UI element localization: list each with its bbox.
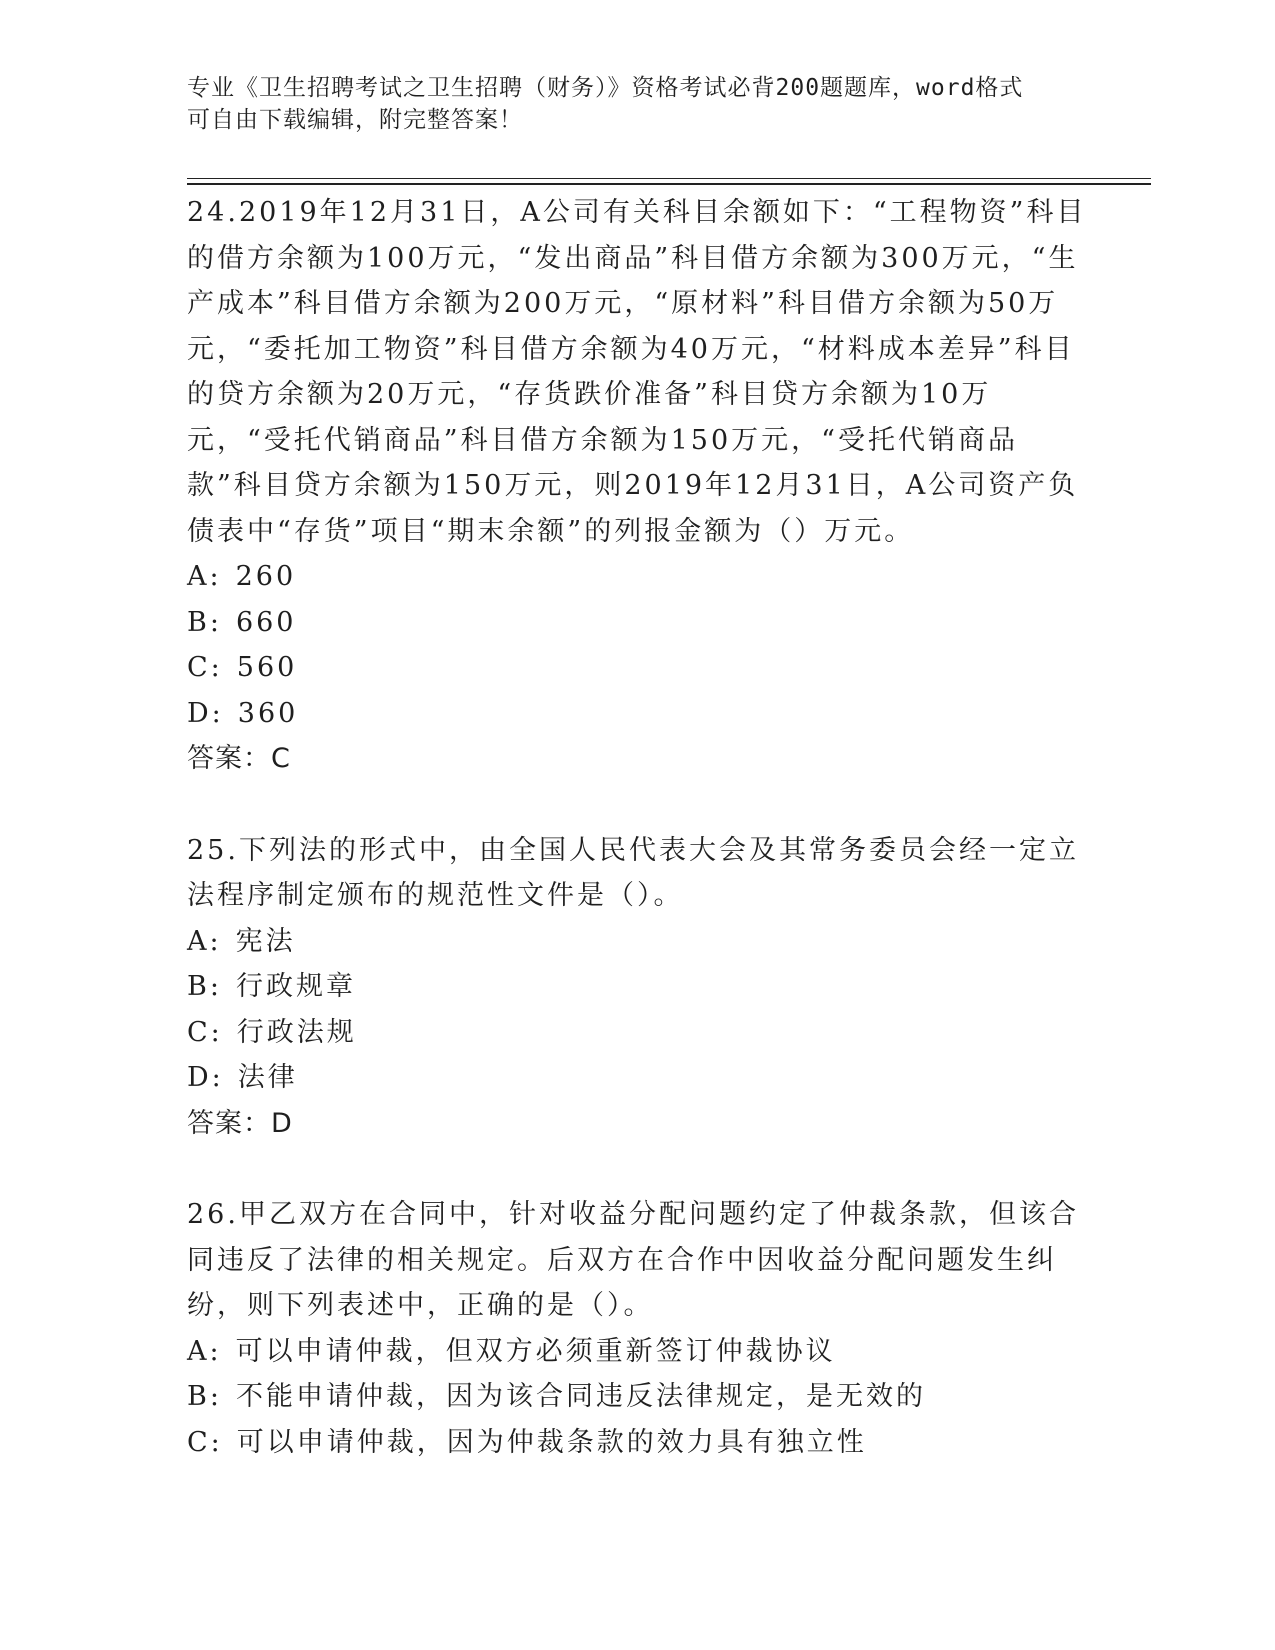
option-a <box>187 1329 1087 1375</box>
option-key: D <box>187 697 212 729</box>
question-text: 2019年12月31日，A公司有关科目余额如下：“工程物资”科目的借方余额为100万元，“发出商品”科目借方余额为300万元，“生产成本”科目借方余额为200万元，“原材料”科目借方余额为50万元，“委托加工物资”科目借方余额为40万元，“材料成本差异”科目的贷方余额为20万元，“存货跌价准备”科目贷方余额为10万元，“受托代销商品”科目借方余额为150万元，“受托代销商品款”科目贷方余额为150万元，则2019年12月31日，A公司资产负债表中“存货”项目“期末余额”的列报金额为（）万元。 <box>187 197 1087 547</box>
option-d <box>187 1055 1087 1101</box>
question-stem <box>187 1192 1087 1329</box>
option-key: B <box>187 606 210 638</box>
question-text: 下列法的形式中，由全国人民代表大会及其常务委员会经一定立法程序制定颁布的规范性文件是（）。 <box>187 834 1079 911</box>
question-text: 甲乙双方在合同中，针对收益分配问题约定了仲裁条款，但该合同违反了法律的相关规定。后双方在合作中因收益分配问题发生纠纷，则下列表述中，正确的是（）。 <box>187 1199 1079 1321</box>
option-c <box>187 1420 1087 1466</box>
option-key: C <box>187 652 211 683</box>
question-number: 24. <box>187 197 239 228</box>
option-text: 可以申请仲裁，但双方必须重新签订仲裁协议 <box>235 1335 836 1367</box>
option-separator: : <box>209 971 222 1002</box>
option-key: B <box>187 1381 210 1412</box>
option-a <box>187 919 1087 965</box>
option-key: D <box>187 1062 212 1093</box>
question-spacer <box>187 782 1087 828</box>
option-key: A <box>187 1335 210 1367</box>
answer-line <box>187 736 1087 782</box>
question-spacer <box>187 1146 1087 1192</box>
option-text: 可以申请仲裁，因为仲裁条款的效力具有独立性 <box>236 1426 867 1458</box>
option-separator: : <box>210 1426 223 1458</box>
option-separator: : <box>209 561 222 592</box>
option-text: 560 <box>236 652 298 683</box>
header-line-2: 可自由下载编辑，附完整答案！ <box>187 107 523 133</box>
question-26 <box>187 1192 1087 1465</box>
option-text: 260 <box>235 561 297 592</box>
answer-value: C <box>271 743 291 774</box>
option-separator: : <box>211 1062 224 1093</box>
option-separator: : <box>211 697 224 729</box>
question-24 <box>187 190 1087 782</box>
option-key: B <box>187 971 210 1002</box>
option-separator: : <box>209 1335 222 1367</box>
option-text: 360 <box>237 697 299 729</box>
option-key: A <box>187 925 210 957</box>
header-line-1: 专业《卫生招聘考试之卫生招聘（财务）》资格考试必背200题题库，word格式 <box>187 75 1024 101</box>
answer-label: 答案： <box>187 1107 271 1139</box>
option-separator: : <box>209 1381 222 1412</box>
question-number: 26. <box>187 1199 239 1230</box>
option-text: 行政规章 <box>235 971 356 1002</box>
option-b <box>187 600 1087 646</box>
question-25 <box>187 828 1087 1147</box>
question-stem <box>187 828 1087 919</box>
option-b <box>187 964 1087 1010</box>
option-separator: : <box>210 652 223 683</box>
answer-label: 答案： <box>187 743 271 774</box>
option-d <box>187 691 1087 737</box>
option-c <box>187 645 1087 691</box>
question-number: 25. <box>187 834 239 866</box>
header-divider-thick <box>187 183 1151 185</box>
option-text: 不能申请仲裁，因为该合同违反法律规定，是无效的 <box>235 1381 926 1412</box>
option-text: 行政法规 <box>236 1016 357 1048</box>
option-text: 法律 <box>237 1062 298 1093</box>
option-a <box>187 554 1087 600</box>
header-divider-thin <box>187 178 1151 179</box>
option-key: C <box>187 1426 211 1458</box>
question-list <box>187 190 1087 1465</box>
option-key: A <box>187 561 210 592</box>
option-text: 宪法 <box>235 925 296 957</box>
option-b <box>187 1374 1087 1420</box>
question-stem <box>187 190 1087 554</box>
option-c <box>187 1010 1087 1056</box>
document-header <box>187 72 1087 136</box>
option-separator: : <box>209 925 222 957</box>
answer-value: D <box>271 1107 293 1139</box>
option-text: 660 <box>235 606 297 638</box>
answer-line <box>187 1101 1087 1147</box>
option-separator: : <box>209 606 222 638</box>
option-separator: : <box>210 1016 223 1048</box>
option-key: C <box>187 1016 211 1048</box>
